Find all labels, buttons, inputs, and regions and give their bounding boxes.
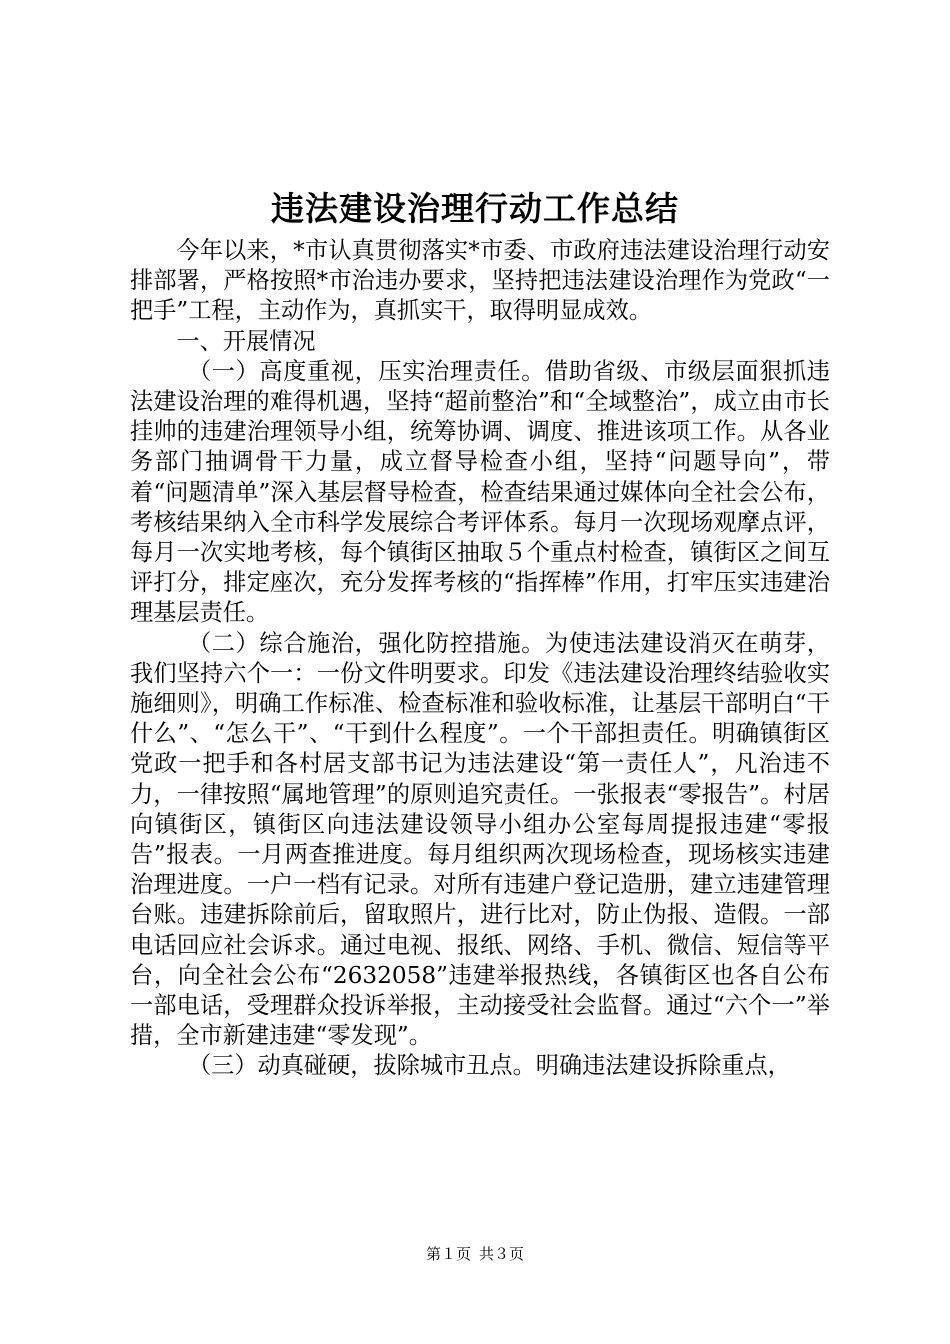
section-heading: 一、开展情况 bbox=[176, 327, 316, 355]
paragraph-item-3: （三）动真碰硬，拔除城市丑点。明确违法建设拆除重点， bbox=[188, 1052, 791, 1080]
paragraph-item-2: （二）综合施治，强化防控措施。为使违法建设消灭在萌芽，我们坚持六个一：一份文件明要求。印发《违法建设治理终结验收实施细则》，明确工作标准、检查标准和验收标准，让基层干部明白“干什么”、“怎么干”、“干到什么程度”。一个干部担责任。明确镇街区党政一把手和各村居支部书记为违法建设“第一责任人”，凡治违不力，一律按照“属地管理”的原则追究责任。一张报表“零报告”。村居向镇街区，镇街区向违法建设领导小组办公室每周提报违建“零报告”报表。一月两查推进度。每月组织两次现场检查，现场核实违建治理进度。一户一档有记录。对所有违建户登记造册，建立违建管理台账。违建拆除前后，留取照片，进行比对，防止伪报、造假。一部电话回应社会诉求。通过电视、报纸、网络、手机、微信、短信等平台，向全社会公布“2632058”违建举报热线，各镇街区也各自公布一部电话，受理群众投诉举报，主动接受社会监督。通过“六个一”举措，全市新建违建“零发现”。 bbox=[130, 629, 830, 1050]
document-title: 违法建设治理行动工作总结 bbox=[271, 189, 679, 228]
page-number: 第１页 bbox=[425, 1245, 471, 1263]
intro-paragraph: 今年以来，*市认真贯彻落实*市委、市政府违法建设治理行动安排部署，严格按照*市治违办要求，坚持把违法建设治理作为党政“一把手”工程，主动作为，真抓实干，取得明显成效。 bbox=[130, 237, 830, 325]
paragraph-item-1: （一）高度重视，压实治理责任。借助省级、市级层面狠抓违法建设治理的难得机遇，坚持“超前整治”和“全域整治”，成立由市长挂帅的违建治理领导小组，统筹协调、调度、推进该项工作。从各业务部门抽调骨干力量，成立督导检查小组，坚持“问题导向”，带着“问题清单”深入基层督导检查，检查结果通过媒体向全社会公布，考核结果纳入全市科学发展综合考评体系。每月一次现场观摩点评，每月一次实地考核，每个镇街区抽取５个重点村检查，镇街区之间互评打分，排定座次，充分发挥考核的“指挥棒”作用，打牢压实违建治理基层责任。 bbox=[130, 357, 830, 627]
document-body bbox=[130, 236, 830, 1082]
page-total: 共３页 bbox=[479, 1245, 525, 1263]
page-footer bbox=[0, 1244, 950, 1264]
